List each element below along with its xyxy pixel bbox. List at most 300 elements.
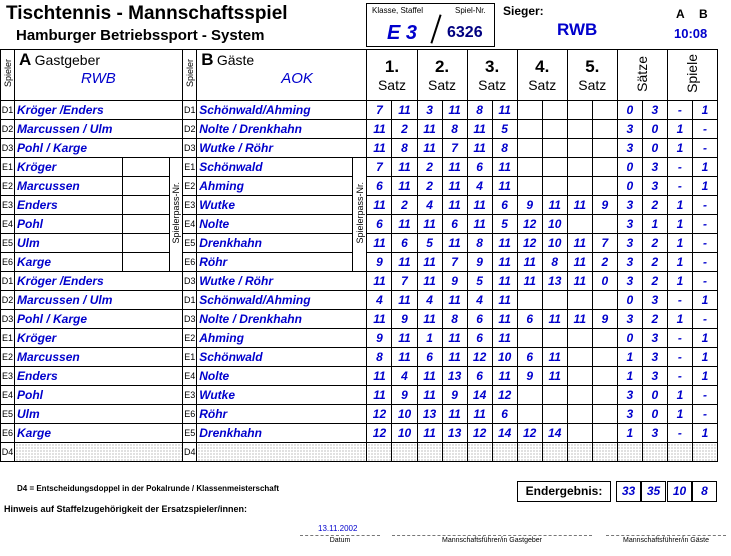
total-sa-cell: 3 [617,405,642,424]
player-a-name [15,443,183,462]
result-spiele-b: 8 [692,481,717,502]
footnote: D4 = Entscheidungsdoppel in der Pokalrunde / Klassenmeisterschaft [17,484,280,493]
player-b-name [197,443,367,462]
set-score-cell: 6 [417,348,442,367]
total-pb-cell: 1 [692,291,717,310]
table-row [1,101,718,120]
set-score-cell: 11 [492,101,517,120]
spielerpass-b-header: Spielerpass-Nr. [353,158,367,272]
winner-label: Sieger: [503,4,544,18]
player-b-name: Wutke / Röhr [197,272,367,291]
set-score-cell: 11 [567,272,592,291]
set-score-cell [542,120,567,139]
player-a-index: D3 [1,139,15,158]
set-score-cell: 4 [467,291,492,310]
col-b-label: B [699,7,708,21]
captain-guest-label: Mannschaftsführer/in Gäste [623,537,709,544]
set-score-cell [467,443,492,462]
total-sa-cell: 3 [617,272,642,291]
set-score-cell [542,291,567,310]
player-a-name: Pohl / Karge [15,139,183,158]
player-b-name: Schönwald [197,348,367,367]
set-score-cell: 11 [417,424,442,443]
set-score-cell: 13 [417,405,442,424]
set-score-cell: 8 [492,139,517,158]
total-pa-cell: 1 [667,386,692,405]
player-b-name: Wutke [197,386,367,405]
set-score-cell: 11 [442,405,467,424]
player-a-index: E4 [1,386,15,405]
set-score-cell: 12 [467,348,492,367]
player-a-index: D1 [1,101,15,120]
total-pb-cell: 1 [692,158,717,177]
player-b-name: Nolte / Drenkhahn [197,310,367,329]
team-a-name: RWB [81,70,116,87]
set-score-cell: 13 [542,272,567,291]
set-score-cell [567,215,592,234]
set-score-cell: 8 [542,253,567,272]
table-header-row [1,50,718,101]
player-a-pass [123,234,170,253]
saetze-header: Sätze [617,50,667,101]
set-score-cell: 11 [392,348,417,367]
set-score-cell: 14 [542,424,567,443]
player-a-pass [123,158,170,177]
table-row [1,310,718,329]
table-row [1,386,718,405]
set-score-cell [567,158,592,177]
divider-slash [430,14,441,43]
total-pb-cell: - [692,386,717,405]
player-a-name: Ulm [15,234,123,253]
total-pa-cell [667,443,692,462]
total-sa-cell: 0 [617,158,642,177]
set-score-cell: 10 [392,405,417,424]
total-sa-cell: 3 [617,253,642,272]
player-a-name: Enders [15,196,123,215]
set-score-cell: 5 [417,234,442,253]
total-pb-cell: 1 [692,348,717,367]
set-score-cell: 11 [467,215,492,234]
player-a-name: Ulm [15,405,183,424]
total-pb-cell: - [692,139,717,158]
result-spiele-a: 10 [667,481,692,502]
set-score-cell: 11 [492,272,517,291]
set-score-cell [567,348,592,367]
set-score-cell: 11 [517,253,542,272]
set-score-cell: 4 [392,367,417,386]
set-score-cell: 11 [567,196,592,215]
player-a-index: D4 [1,443,15,462]
player-b-index: D3 [183,272,197,291]
player-b-name: Röhr [197,405,367,424]
set-score-cell: 9 [517,367,542,386]
set-score-cell [542,177,567,196]
total-sb-cell: 3 [642,101,667,120]
player-a-pass [123,196,170,215]
set-score-cell: 11 [367,139,392,158]
set-score-cell: 7 [442,139,467,158]
set-score-cell: 11 [442,196,467,215]
total-sa-cell: 0 [617,329,642,348]
set-score-cell: 9 [442,386,467,405]
set-score-cell: 9 [392,310,417,329]
page-title: Tischtennis - Mannschaftsspiel [6,3,288,24]
player-b-index: E4 [183,367,197,386]
class-value: E 3 [387,22,418,44]
set-score-cell [592,215,617,234]
spielerpass-a-header: Spielerpass-Nr. [170,158,183,272]
set-score-cell [567,177,592,196]
team-a-label: Gastgeber [34,52,101,68]
total-pb-cell: - [692,405,717,424]
set-score-cell [567,120,592,139]
player-a-index: E5 [1,234,15,253]
total-sb-cell: 0 [642,386,667,405]
set-score-cell: 11 [417,253,442,272]
set-score-cell: 14 [492,424,517,443]
player-a-index: E3 [1,367,15,386]
set-score-cell [567,443,592,462]
set-score-cell: 12 [517,424,542,443]
total-sb-cell: 3 [642,291,667,310]
set-score-cell [567,329,592,348]
set-score-cell [517,177,542,196]
set-score-cell: 11 [492,329,517,348]
set-score-cell: 11 [392,291,417,310]
set-score-cell [542,158,567,177]
player-b-index: E6 [183,405,197,424]
set-score-cell [417,443,442,462]
match-number-label: Spiel-Nr. [455,6,486,15]
player-a-pass [123,177,170,196]
player-b-name: Nolte / Drenkhahn [197,120,367,139]
player-b-index: E2 [183,329,197,348]
set-score-cell: 11 [417,139,442,158]
total-sa-cell: 3 [617,386,642,405]
satz-4-header: 4. Satz [517,50,567,101]
set-score-cell [442,443,467,462]
player-b-name: Nolte [197,215,353,234]
set-score-cell: 8 [392,139,417,158]
total-sa-cell: 3 [617,120,642,139]
set-score-cell [592,120,617,139]
player-b-index: D4 [183,443,197,462]
set-score-cell [542,139,567,158]
set-score-cell [567,139,592,158]
set-score-cell: 4 [467,177,492,196]
player-a-name: Karge [15,253,123,272]
set-score-cell: 11 [542,196,567,215]
total-pb-cell: 1 [692,367,717,386]
set-score-cell [517,405,542,424]
set-score-cell [567,367,592,386]
col-a-label: A [676,7,685,21]
total-pb-cell: 1 [692,177,717,196]
total-sa-cell: 1 [617,348,642,367]
set-score-cell [592,348,617,367]
captain-guest-line [606,535,726,536]
total-sb-cell: 3 [642,348,667,367]
set-score-cell: 11 [367,120,392,139]
set-score-cell: 8 [467,101,492,120]
player-b-index: D1 [183,101,197,120]
team-a-header [15,50,183,101]
set-score-cell [392,443,417,462]
total-pb-cell: 1 [692,424,717,443]
set-score-cell [592,139,617,158]
total-pb-cell: - [692,196,717,215]
set-score-cell: 11 [492,367,517,386]
set-score-cell [567,291,592,310]
team-a-letter: A [19,50,32,69]
player-b-index: D3 [183,310,197,329]
total-sb-cell: 0 [642,405,667,424]
winner-value: RWB [557,20,598,39]
page-subtitle: Hamburger Betriebssport - System [16,27,265,44]
table-row [1,348,718,367]
player-b-index: E5 [183,424,197,443]
class-label: Klasse, Staffel [372,6,423,15]
set-score-cell: 11 [367,386,392,405]
set-score-cell: 11 [367,196,392,215]
total-sb-cell: 0 [642,139,667,158]
set-score-cell: 10 [542,215,567,234]
total-sb-cell [642,443,667,462]
set-score-cell: 9 [517,196,542,215]
total-pa-cell: - [667,424,692,443]
table-row [1,291,718,310]
set-score-cell: 12 [517,215,542,234]
total-sa-cell: 0 [617,291,642,310]
satz-1-header: 1. Satz [367,50,417,101]
set-score-cell: 11 [442,348,467,367]
player-a-name: Kröger /Enders [15,272,183,291]
total-pa-cell: 1 [667,234,692,253]
total-pb-cell: 1 [692,101,717,120]
captain-host-label: Mannschaftsführer/in Gastgeber [442,537,542,544]
set-score-cell: 6 [467,329,492,348]
set-score-cell [592,367,617,386]
total-sa-cell: 3 [617,310,642,329]
player-a-index: E3 [1,196,15,215]
table-row [1,272,718,291]
player-b-index: E2 [183,177,197,196]
set-score-cell: 1 [417,329,442,348]
set-score-cell [592,386,617,405]
table-row [1,139,718,158]
total-sb-cell: 3 [642,158,667,177]
satz-2-header: 2. Satz [417,50,467,101]
set-score-cell: 5 [467,272,492,291]
set-score-cell: 11 [492,253,517,272]
set-score-cell: 4 [367,291,392,310]
set-score-cell: 12 [492,386,517,405]
player-a-index: E4 [1,215,15,234]
set-score-cell: 7 [592,234,617,253]
set-score-cell [517,139,542,158]
set-score-cell: 10 [542,234,567,253]
total-pb-cell: 1 [692,329,717,348]
total-sa-cell: 0 [617,177,642,196]
set-score-cell: 11 [442,291,467,310]
player-a-index: E1 [1,158,15,177]
set-score-cell: 11 [492,177,517,196]
player-a-name: Kröger [15,329,183,348]
set-score-cell: 11 [417,215,442,234]
set-score-cell: 2 [417,158,442,177]
set-score-cell: 11 [442,177,467,196]
set-score-cell: 9 [592,196,617,215]
set-score-cell: 11 [492,158,517,177]
total-sb-cell: 2 [642,196,667,215]
set-score-cell: 6 [492,405,517,424]
player-b-index: E4 [183,215,197,234]
total-pa-cell: - [667,348,692,367]
set-score-cell: 7 [367,158,392,177]
set-score-cell: 10 [392,424,417,443]
class-match-box [366,3,495,47]
player-a-pass [123,253,170,272]
player-a-index: D3 [1,310,15,329]
set-score-cell [567,386,592,405]
set-score-cell: 11 [417,386,442,405]
total-pa-cell: 1 [667,196,692,215]
total-sb-cell: 3 [642,424,667,443]
total-sb-cell: 3 [642,329,667,348]
set-score-cell [592,158,617,177]
set-score-cell: 6 [517,310,542,329]
total-pa-cell: 1 [667,139,692,158]
set-score-cell [517,291,542,310]
player-a-name: Pohl [15,215,123,234]
set-score-cell [592,329,617,348]
set-score-cell: 12 [467,424,492,443]
set-score-cell: 11 [367,272,392,291]
set-score-cell: 11 [492,234,517,253]
set-score-cell [592,177,617,196]
set-score-cell: 14 [467,386,492,405]
total-sa-cell: 3 [617,196,642,215]
date-label: Datum [329,537,351,544]
total-sb-cell: 2 [642,310,667,329]
total-sa-cell: 3 [617,215,642,234]
player-b-index: D3 [183,139,197,158]
player-a-index: E5 [1,405,15,424]
set-score-cell: 7 [442,253,467,272]
set-score-cell: 11 [392,158,417,177]
total-pa-cell: - [667,367,692,386]
set-score-cell: 2 [417,177,442,196]
set-score-cell [517,158,542,177]
total-sb-cell: 3 [642,367,667,386]
total-sb-cell: 1 [642,215,667,234]
set-score-cell: 11 [567,310,592,329]
total-sa-cell: 0 [617,101,642,120]
spieler-header-b: Spieler [183,50,197,101]
player-a-name: Kröger [15,158,123,177]
substitute-hint: Hinweis auf Staffelzugehörigkeit der Ersatzspieler/innen: [4,504,248,514]
result-saetze-b: 35 [641,481,666,502]
set-score-cell: 8 [467,234,492,253]
captain-host-line [392,535,592,536]
endergebnis-label: Endergebnis: [517,481,611,502]
set-score-cell [567,424,592,443]
total-pb-cell: - [692,310,717,329]
set-score-cell: 6 [367,215,392,234]
time-value: 10:08 [674,26,708,41]
total-sa-cell: 3 [617,234,642,253]
set-score-cell [592,291,617,310]
player-b-index: E1 [183,158,197,177]
table-row [1,424,718,443]
table-row [1,405,718,424]
set-score-cell: 13 [442,367,467,386]
total-sa-cell: 1 [617,424,642,443]
set-score-cell: 11 [417,310,442,329]
set-score-cell [542,443,567,462]
total-pb-cell [692,443,717,462]
set-score-cell: 9 [442,272,467,291]
set-score-cell: 11 [517,272,542,291]
player-b-name: Drenkhahn [197,234,353,253]
set-score-cell: 7 [392,272,417,291]
set-score-cell: 9 [467,253,492,272]
total-sb-cell: 2 [642,253,667,272]
set-score-cell: 9 [367,329,392,348]
player-b-name: Schönwald/Ahming [197,291,367,310]
player-b-index: E5 [183,234,197,253]
set-score-cell: 2 [392,120,417,139]
player-a-index: E2 [1,348,15,367]
set-score-cell [592,443,617,462]
player-a-name: Marcussen [15,177,123,196]
table-row [1,158,718,177]
spiele-header: Spiele [667,50,717,101]
table-row [1,367,718,386]
total-pb-cell: - [692,215,717,234]
player-a-index: E6 [1,253,15,272]
set-score-cell: 9 [592,310,617,329]
player-a-index: D1 [1,272,15,291]
player-a-name: Pohl [15,386,183,405]
set-score-cell: 9 [392,386,417,405]
set-score-cell: 11 [392,177,417,196]
set-score-cell: 2 [392,196,417,215]
set-score-cell [567,405,592,424]
set-score-cell: 8 [442,120,467,139]
set-score-cell: 8 [367,348,392,367]
total-pb-cell: - [692,234,717,253]
total-pa-cell: 1 [667,272,692,291]
set-score-cell: 12 [367,424,392,443]
set-score-cell [542,329,567,348]
set-score-cell: 11 [392,215,417,234]
player-a-name: Marcussen / Ulm [15,291,183,310]
player-a-name: Karge [15,424,183,443]
player-b-index: E6 [183,253,197,272]
set-score-cell: 6 [492,196,517,215]
set-score-cell: 6 [367,177,392,196]
set-score-cell: 6 [467,158,492,177]
total-pa-cell: - [667,177,692,196]
player-a-name: Pohl / Karge [15,310,183,329]
table-row [1,120,718,139]
set-score-cell: 9 [367,253,392,272]
set-score-cell [517,443,542,462]
set-score-cell: 11 [467,196,492,215]
set-score-cell: 6 [467,310,492,329]
